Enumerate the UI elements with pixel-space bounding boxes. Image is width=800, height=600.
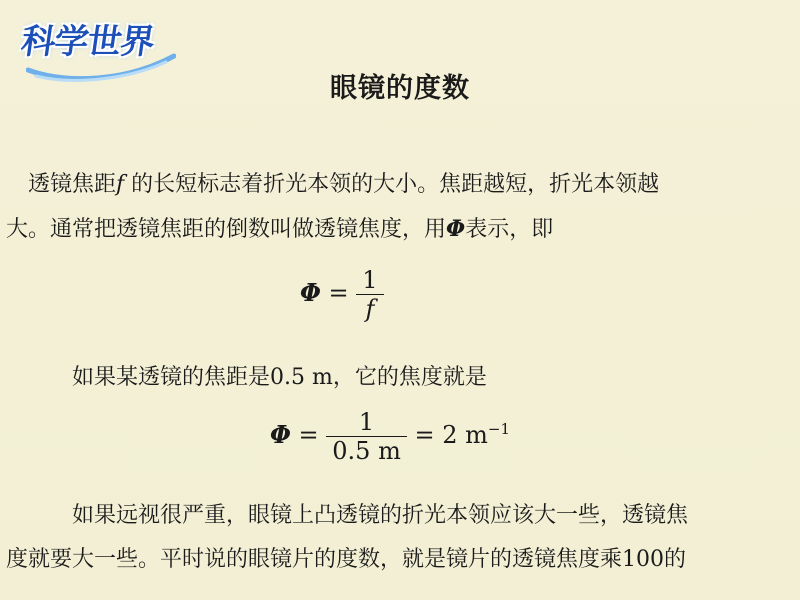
focal-length-symbol: f bbox=[116, 172, 125, 197]
formula-example bbox=[270, 408, 510, 465]
formula-lhs: Φ bbox=[300, 278, 321, 307]
fraction bbox=[326, 408, 407, 465]
logo-text: 科学世界 bbox=[18, 22, 157, 62]
text-segment: 表示，即 bbox=[465, 217, 554, 242]
formula-exponent: −1 bbox=[487, 420, 510, 438]
paragraph-line-4: 如果远视很严重，眼镜上凸透镜的折光本领应该大一些，透镜焦 bbox=[72, 503, 689, 528]
paragraph-line-2 bbox=[6, 207, 553, 252]
fraction-numerator: 1 bbox=[356, 266, 383, 295]
formula-equals: = bbox=[320, 279, 357, 307]
formula-lhs: Φ bbox=[270, 420, 291, 449]
page-title: 眼镜的度数 bbox=[330, 73, 470, 104]
text-segment: 大。通常把透镜焦距的倒数叫做透镜焦度，用 bbox=[6, 217, 447, 242]
paragraph-line-3: 如果某透镜的焦距是0.5 m，它的焦度就是 bbox=[72, 365, 487, 390]
fraction-denominator: 0.5 m bbox=[332, 437, 401, 465]
paragraph-line-1 bbox=[28, 163, 659, 207]
fraction-numerator: 1 bbox=[326, 408, 407, 437]
formula-result: = 2 m bbox=[406, 421, 488, 449]
text-segment: 的长短标志着折光本领的大小。焦距越短，折光本领越 bbox=[124, 172, 660, 197]
phi-symbol: Φ bbox=[446, 216, 466, 242]
fraction-denominator: f bbox=[365, 295, 375, 323]
text-segment: 透镜焦距 bbox=[28, 172, 117, 197]
formula-focal-power bbox=[300, 266, 384, 323]
fraction bbox=[356, 266, 383, 323]
paragraph-line-5: 度就要大一些。平时说的眼镜片的度数，就是镜片的透镜焦度乘100的 bbox=[6, 547, 686, 572]
formula-equals: = bbox=[290, 421, 327, 449]
